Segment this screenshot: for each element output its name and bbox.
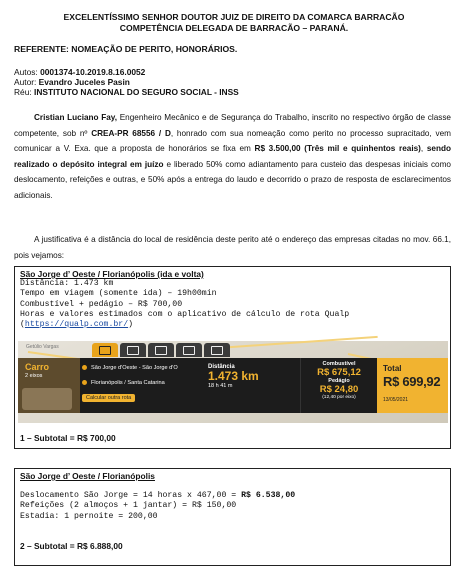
crea-number: CREA-PR 68556 / D — [91, 128, 171, 138]
vehicle-tabs — [92, 343, 230, 357]
paragraph-1-text-b: , honrado com sua nomeação como perito no processo supracitado, vem comunicar a V. Exa. que a proposta de honorários se fixa em — [14, 128, 451, 154]
route-origin[interactable] — [82, 360, 204, 375]
qualp-route-widget — [18, 341, 448, 423]
desloc-line — [15, 491, 450, 501]
honorarios-value: R$ 3.500,00 (Três mil e quinhentos reais) — [254, 144, 421, 154]
paragraph-1 — [14, 110, 451, 204]
calculate-route-button[interactable]: Calcular outra rota — [82, 394, 135, 402]
paragraph-1-text-a: Engenheiro Mecânico e de Segurança do Trabalho, inscrito no respectivo órgão de classe competente, sob nº — [14, 113, 451, 138]
vehicle-type: Carro — [25, 362, 50, 372]
header-line-1: EXCELENTÍSSIMO SENHOR DOUTOR JUIZ DE DIREITO DA COMARCA BARRACÃO — [63, 12, 405, 22]
desloc-value: R$ 6.538,00 — [241, 491, 296, 501]
perito-name: Cristian Luciano Fay, — [34, 113, 118, 122]
fuel-label: Combustível — [322, 361, 356, 367]
fuel-value: R$ 675,12 — [317, 367, 361, 378]
map-city-label: Getúlio Vargas — [26, 344, 59, 350]
route-destination[interactable] — [82, 375, 204, 390]
toll-note: (12,40 por eixo) — [322, 395, 356, 400]
distance-value: 1.473 km — [208, 369, 259, 383]
route-box-2 — [14, 468, 451, 566]
paragraph-1-text-d: e liberado 50% como adiantamento para custeio das despesas iniciais como deslocamento, refeições e outras, e 50% após a entrega do laudo e decorrido o prazo de resposta de esclarecimentos adicionais. — [14, 159, 451, 200]
autor-value: Evandro Juceles Pasin — [38, 77, 130, 87]
estimate-text-end: ) — [128, 320, 134, 330]
vehicle-panel — [18, 358, 80, 413]
vehicle-axles: 2 eixos — [25, 373, 43, 379]
estimate-text: Horas e valores estimados com o aplicativo de cálculo de rota Qualp ( — [20, 309, 350, 330]
toll-label: Pedágio — [328, 378, 350, 384]
tab-notes[interactable] — [120, 343, 146, 357]
estadia-line: Estadia: 1 pernoite = 200,00 — [20, 511, 158, 521]
subtotal-2: 2 – Subtotal = R$ 6.888,00 — [20, 541, 123, 551]
total-label: Total — [383, 364, 402, 373]
paragraph-2: A justificativa é a distância do local de residência deste perito até o endereço das empresas citadas no mov. 66.1, pois vejamos: — [14, 235, 451, 260]
reu-line — [14, 87, 239, 97]
distance-label: Distância — [208, 364, 235, 370]
reu-label: Réu: — [14, 87, 35, 97]
header-line-2: COMPETÊNCIA DELEGADA DE BARRACÃO – PARANÁ. — [119, 23, 349, 33]
origin-text: São Jorge d'Oeste - São Jorge d'O — [91, 364, 178, 371]
tab-tolls[interactable] — [148, 343, 174, 357]
total-block — [377, 358, 448, 413]
tab-favorites[interactable] — [204, 343, 230, 357]
autos-line — [14, 67, 145, 77]
route-time: Tempo em viagem (somente ida) – 19h00min — [20, 289, 217, 299]
distance-block — [208, 364, 259, 389]
autos-value: 0001374-10.2019.8.16.0052 — [40, 67, 146, 77]
destination-text: Florianópolis / Santa Catarina — [91, 379, 165, 386]
autos-label: Autos: — [14, 67, 41, 77]
route-summary-bar — [18, 358, 448, 413]
travel-time: 18 h 41 m — [208, 383, 233, 389]
toll-value: R$ 24,80 — [319, 384, 359, 395]
costs-block — [303, 361, 375, 400]
total-value: R$ 699,92 — [383, 374, 441, 389]
truck-icon — [22, 388, 72, 410]
origin-pin-icon — [82, 365, 87, 370]
referente: REFERENTE: NOMEAÇÃO DE PERITO, HONORÁRIOS. — [14, 44, 238, 54]
paragraph-1-text-c: , — [420, 144, 427, 154]
autor-label: Autor: — [14, 77, 39, 87]
destination-pin-icon — [82, 380, 87, 385]
route-distance: Distância: 1.473 km — [20, 279, 114, 289]
subtotal-1: 1 – Subtotal = R$ 700,00 — [20, 433, 116, 443]
route-box-2-title: São Jorge d’ Oeste / Florianópolis — [20, 471, 155, 481]
autor-line — [14, 77, 130, 87]
route-points — [82, 360, 204, 405]
route-fuel: Combustível + pedágio – R$ 700,00 — [20, 299, 183, 309]
tab-truck[interactable] — [92, 343, 118, 357]
reu-value: INSTITUTO NACIONAL DO SEGURO SOCIAL - INSS — [34, 87, 239, 97]
qualp-link[interactable]: https://qualp.com.br/ — [24, 320, 129, 330]
route-estimate-note — [15, 310, 450, 330]
desloc-text: Deslocamento São Jorge = 14 horas x 467,00 = — [20, 491, 242, 501]
route-box-1-title: São Jorge d’ Oeste / Florianópolis (ida e volta) — [20, 269, 204, 279]
tab-fuel[interactable] — [176, 343, 202, 357]
deposito-text: sendo realizado o depósito integral em juízo — [14, 144, 451, 169]
refeicoes-line: Refeições (2 almoços + 1 jantar) = R$ 150,00 — [20, 501, 237, 511]
total-date: 13/05/2021 — [383, 397, 409, 403]
